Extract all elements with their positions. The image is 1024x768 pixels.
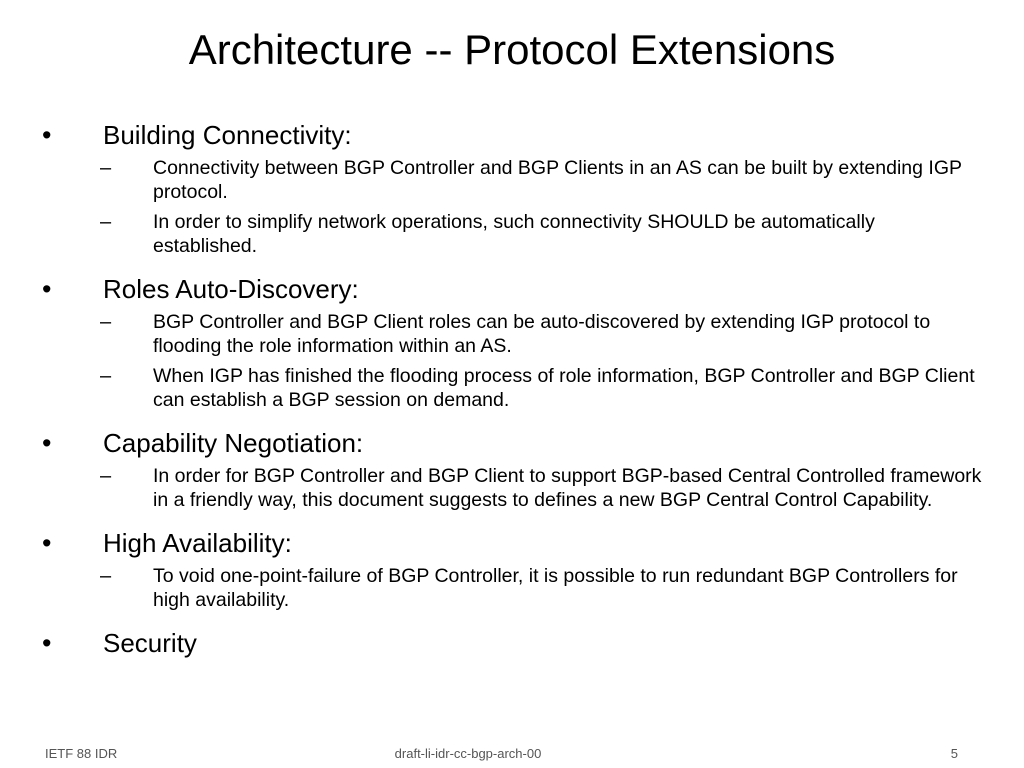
section-heading: Building Connectivity: xyxy=(103,120,352,150)
bullet-row xyxy=(0,118,1024,152)
sub-item xyxy=(0,210,1024,258)
section-security xyxy=(0,626,1024,660)
sub-item xyxy=(0,156,1024,204)
bullet-row xyxy=(0,626,1024,660)
footer-center-text: draft-li-idr-cc-bgp-arch-00 xyxy=(394,746,542,761)
sub-item xyxy=(0,310,1024,358)
sub-item-text: BGP Controller and BGP Client roles can be auto-discovered by extending IGP protocol to flooding the role information within an AS. xyxy=(153,311,931,357)
section-heading: Roles Auto-Discovery: xyxy=(103,274,359,304)
sub-list xyxy=(0,310,1024,412)
section-capability-negotiation xyxy=(0,426,1024,512)
sub-item xyxy=(0,564,1024,612)
dash-icon: – xyxy=(100,465,112,487)
dash-icon: – xyxy=(100,311,112,333)
sub-item-text: When IGP has finished the flooding process of role information, BGP Controller and BGP Client can establish a BGP session on demand. xyxy=(153,365,975,411)
bullet-row xyxy=(0,426,1024,460)
dash-icon: – xyxy=(100,157,112,179)
bullet-icon: • xyxy=(42,120,52,150)
bullet-row xyxy=(0,272,1024,306)
sub-item-text: To void one-point-failure of BGP Controller, it is possible to run redundant BGP Controllers for high availability. xyxy=(153,565,958,611)
section-heading: Security xyxy=(103,628,197,658)
dash-icon: – xyxy=(100,565,112,587)
section-high-availability xyxy=(0,526,1024,612)
slide-title: Architecture -- Protocol Extensions xyxy=(188,26,836,73)
bullet-icon: • xyxy=(42,628,52,658)
sub-item-text: In order for BGP Controller and BGP Client to support BGP-based Central Controlled framework in a friendly way, this document suggests to defines a new BGP Central Control Capability. xyxy=(153,465,982,511)
sub-item xyxy=(0,364,1024,412)
sub-list xyxy=(0,156,1024,258)
slide-content xyxy=(0,118,1024,660)
sub-list xyxy=(0,464,1024,512)
sub-list xyxy=(0,564,1024,612)
bullet-row xyxy=(0,526,1024,560)
sub-item-text: Connectivity between BGP Controller and BGP Clients in an AS can be built by extending IGP protocol. xyxy=(153,157,962,203)
page-number: 5 xyxy=(950,746,958,761)
section-heading: High Availability: xyxy=(103,528,292,558)
bullet-icon: • xyxy=(42,528,52,558)
sub-item xyxy=(0,464,1024,512)
section-building-connectivity xyxy=(0,118,1024,258)
dash-icon: – xyxy=(100,211,112,233)
section-roles-auto-discovery xyxy=(0,272,1024,412)
footer-left-text: IETF 88 IDR xyxy=(45,746,118,761)
bullet-icon: • xyxy=(42,428,52,458)
dash-icon: – xyxy=(100,365,112,387)
section-heading: Capability Negotiation: xyxy=(103,428,364,458)
sub-item-text: In order to simplify network operations, such connectivity SHOULD be automatically established. xyxy=(153,211,875,257)
bullet-icon: • xyxy=(42,274,52,304)
